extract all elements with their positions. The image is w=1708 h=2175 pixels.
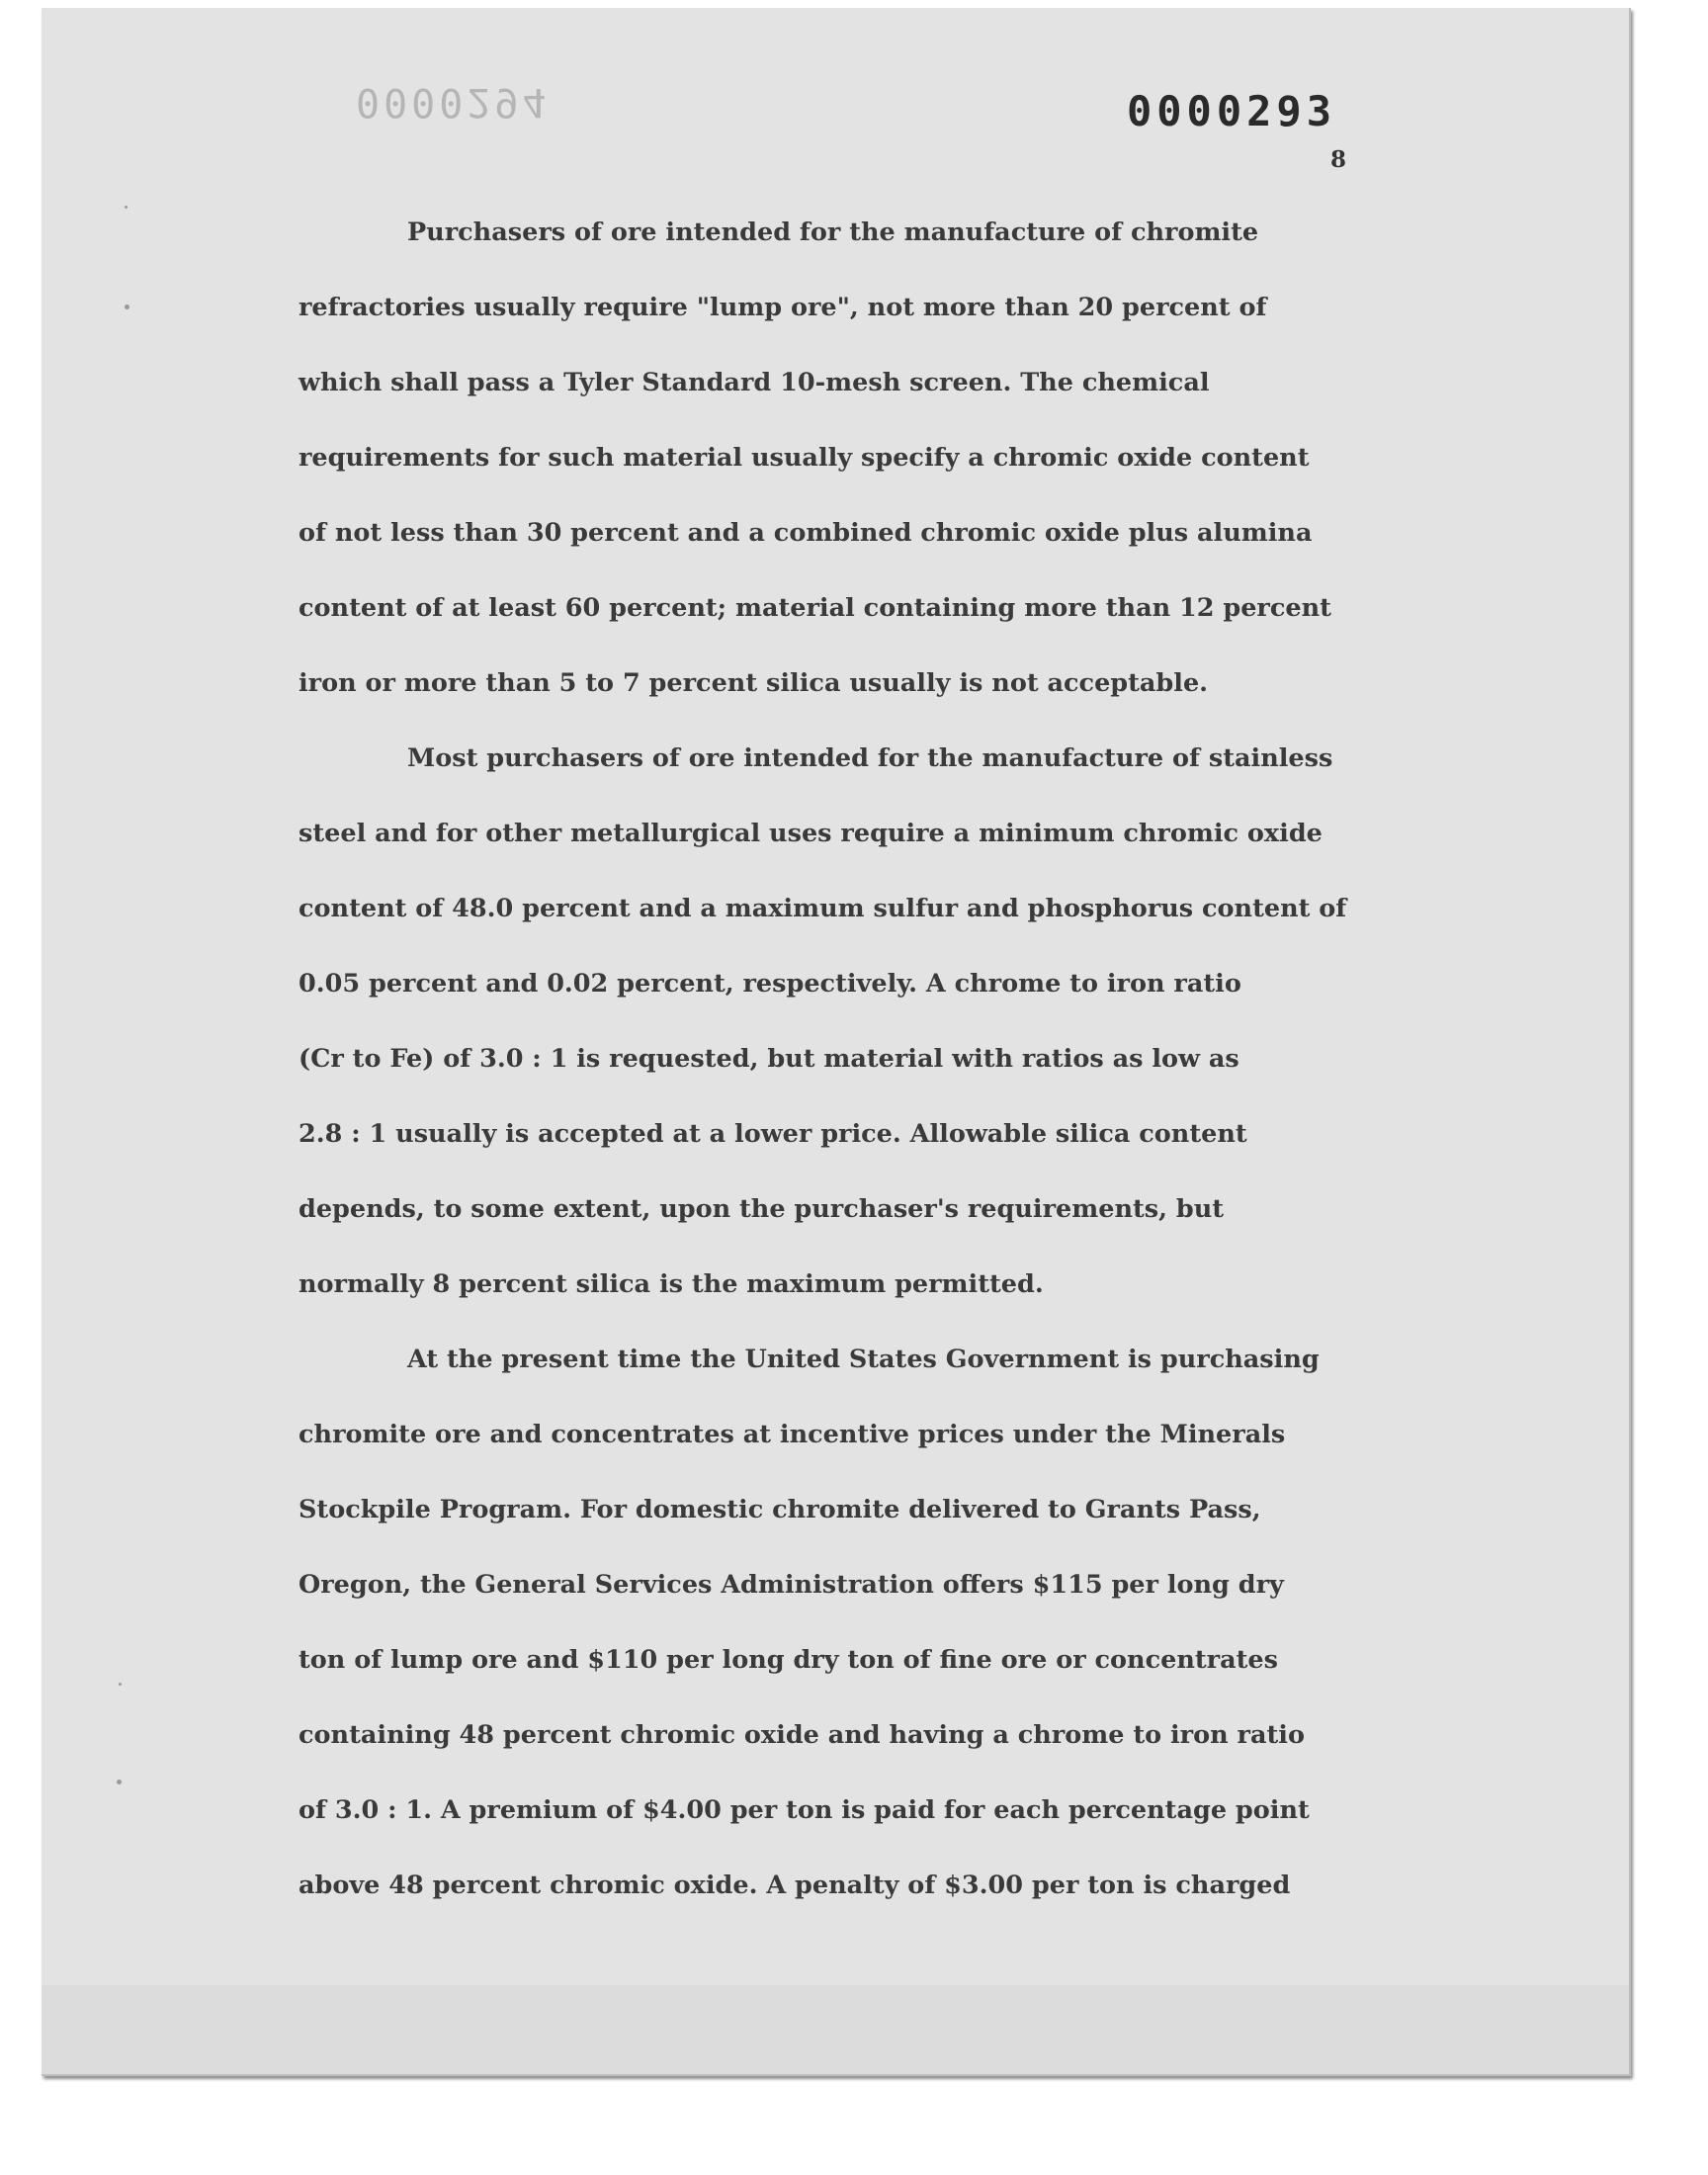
text-line: depends, to some extent, upon the purchaser's requirements, but <box>299 1194 1225 1224</box>
scan-speck <box>117 1780 122 1784</box>
text-line: containing 48 percent chromic oxide and having a chrome to iron ratio <box>299 1720 1305 1750</box>
text-line: requirements for such material usually specify a chromic oxide content <box>299 443 1310 473</box>
text-line: of not less than 30 percent and a combined chromic oxide plus alumina <box>299 518 1313 548</box>
text-line: (Cr to Fe) of 3.0 : 1 is requested, but material with ratios as low as <box>299 1044 1239 1074</box>
text-line: chromite ore and concentrates at incentive prices under the Minerals <box>299 1420 1286 1449</box>
text-line: content of at least 60 percent; material containing more than 12 percent <box>299 593 1331 623</box>
text-line: refractories usually require "lump ore", not more than 20 percent of <box>299 293 1267 322</box>
document-page <box>42 8 1631 2076</box>
text-line: At the present time the United States Government is purchasing <box>407 1345 1320 1374</box>
paragraph-3 <box>299 1333 1425 1934</box>
scan-speck <box>119 1683 122 1686</box>
text-line: steel and for other metallurgical uses require a minimum chromic oxide <box>299 819 1323 848</box>
text-line: content of 48.0 percent and a maximum sulfur and phosphorus content of <box>299 894 1347 923</box>
text-line: 2.8 : 1 usually is accepted at a lower price. Allowable silica content <box>299 1119 1247 1149</box>
text-line: Most purchasers of ore intended for the manufacture of stainless <box>407 743 1333 773</box>
scan-speck <box>125 206 128 209</box>
page-number: 8 <box>1329 146 1346 173</box>
text-line: of 3.0 : 1. A premium of $4.00 per ton is paid for each percentage point <box>299 1795 1310 1825</box>
text-line: iron or more than 5 to 7 percent silica usually is not acceptable. <box>299 668 1209 698</box>
text-line: ton of lump ore and $110 per long dry ton of fine ore or concentrates <box>299 1645 1278 1675</box>
text-line: normally 8 percent silica is the maximum permitted. <box>299 1269 1044 1299</box>
scan-speck <box>125 304 129 309</box>
text-line: above 48 percent chromic oxide. A penalty of $3.00 per ton is charged <box>299 1870 1291 1900</box>
page-bottom-shading <box>42 1985 1629 2074</box>
paragraph-1 <box>299 206 1425 732</box>
faded-document-number: 0000294 <box>356 79 551 125</box>
document-number: 0000293 <box>1126 87 1336 135</box>
paragraph-2 <box>299 732 1425 1333</box>
text-line: Purchasers of ore intended for the manufacture of chromite <box>407 218 1259 247</box>
text-line: Stockpile Program. For domestic chromite delivered to Grants Pass, <box>299 1495 1261 1524</box>
text-line: which shall pass a Tyler Standard 10-mesh screen. The chemical <box>299 368 1210 397</box>
text-line: 0.05 percent and 0.02 percent, respectively. A chrome to iron ratio <box>299 969 1241 999</box>
body-text <box>299 206 1425 1934</box>
text-line: Oregon, the General Services Administration offers $115 per long dry <box>299 1570 1284 1600</box>
